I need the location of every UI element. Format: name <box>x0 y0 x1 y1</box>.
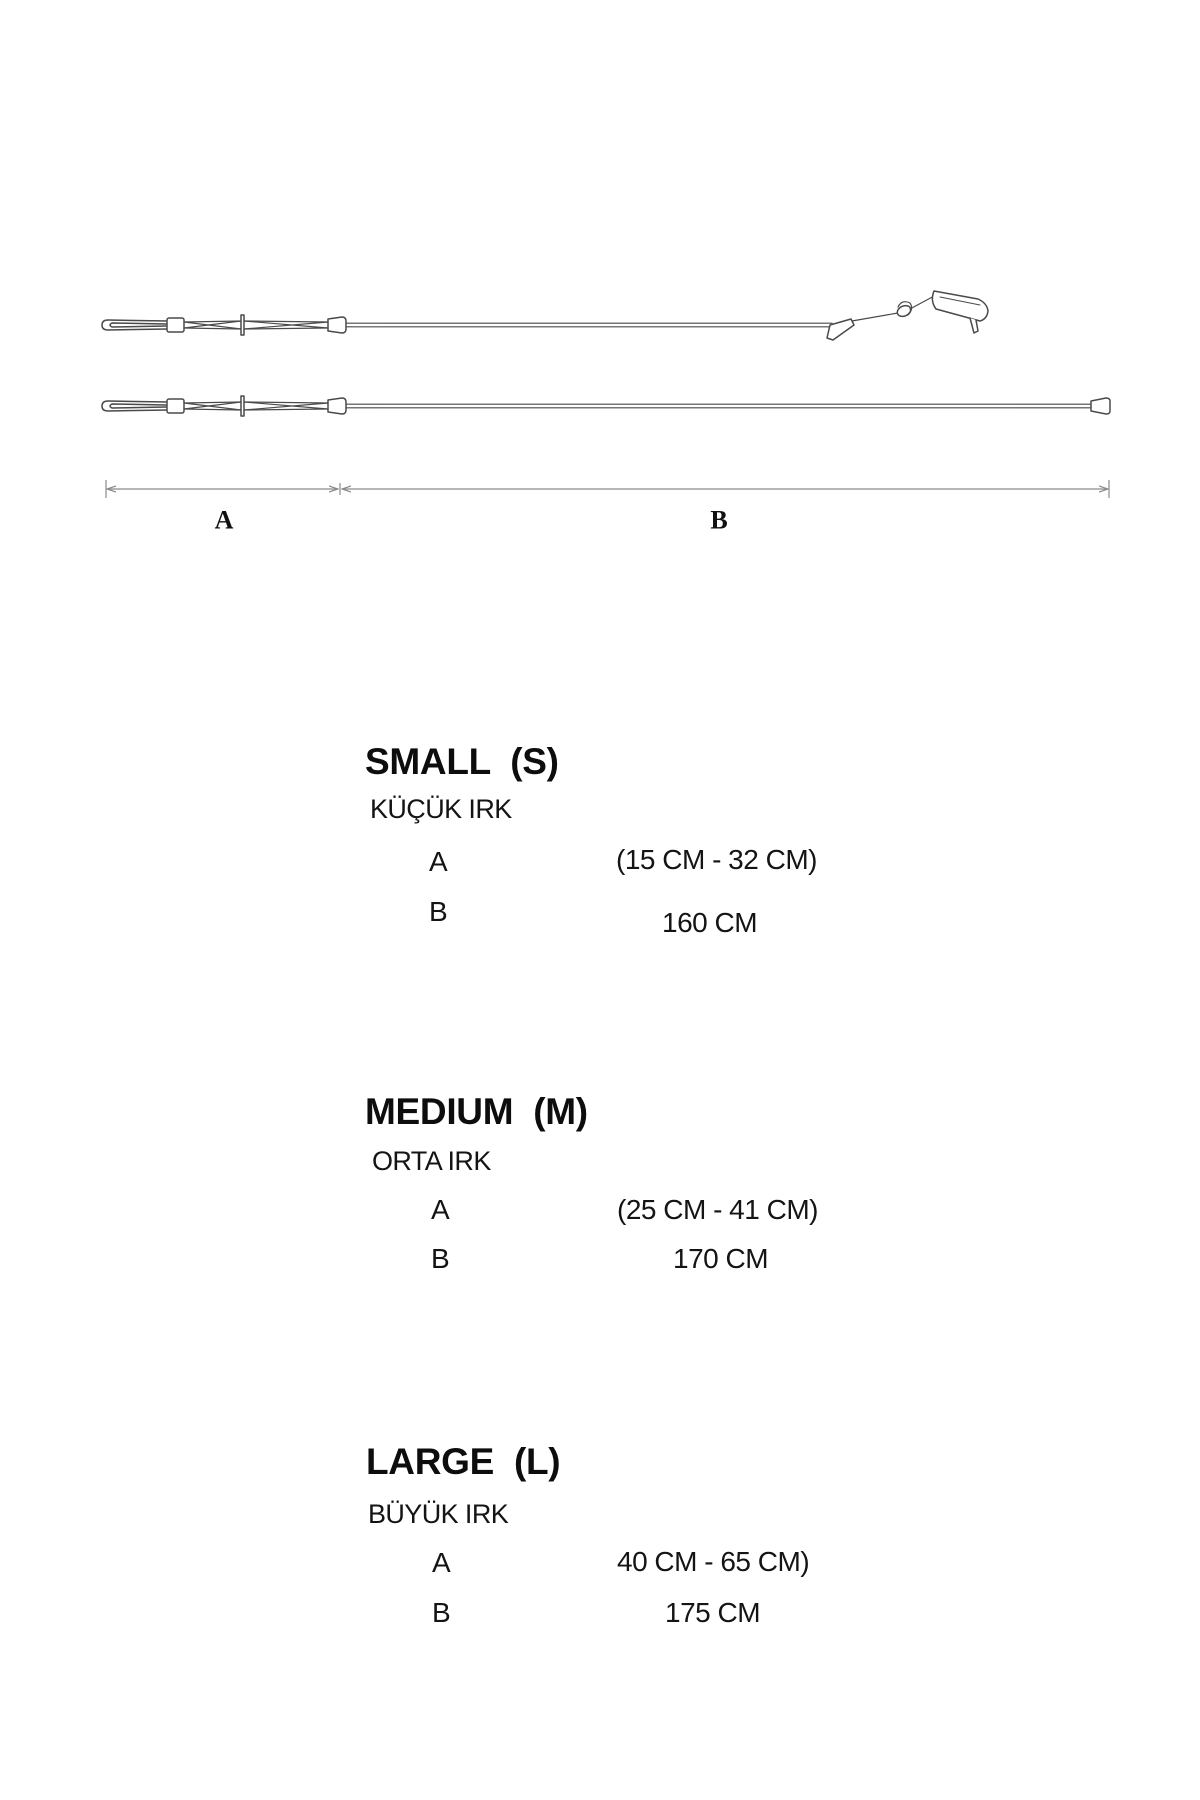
twisted-cord <box>244 402 328 410</box>
dimension-lines <box>106 480 1109 498</box>
stop-ring <box>241 315 244 335</box>
end-cap <box>1091 398 1110 414</box>
dimension-a-label: A <box>431 1194 450 1225</box>
size-subtitle: ORTA IRK <box>372 1146 491 1176</box>
dimension-label-b: B <box>710 505 728 535</box>
dimension-a-label: A <box>432 1547 451 1578</box>
twisted-cord <box>184 402 241 410</box>
dimension-a-label: A <box>429 846 448 877</box>
twisted-cord <box>184 321 241 329</box>
collar-loop <box>102 401 168 411</box>
size-subtitle: KÜÇÜK IRK <box>370 794 512 824</box>
leash-with-handle <box>102 291 988 340</box>
slide-clip <box>167 318 184 332</box>
dimension-b-label: B <box>432 1597 451 1628</box>
size-title: SMALL (S) <box>365 741 559 782</box>
dimension-b-value: 160 CM <box>662 907 758 938</box>
dimension-b-label: B <box>431 1243 450 1274</box>
collar-loop <box>102 320 168 330</box>
leash-cord <box>346 404 1091 408</box>
leash-with-end-cap <box>102 396 1110 416</box>
size-subtitle: BÜYÜK IRK <box>368 1499 509 1529</box>
size-title: LARGE (L) <box>366 1441 561 1482</box>
cord-stopper <box>328 317 346 333</box>
dimension-label-a: A <box>214 505 234 535</box>
knot <box>896 295 936 318</box>
handle-grip <box>932 291 988 333</box>
dimension-b-value: 175 CM <box>665 1597 761 1628</box>
cord-stopper <box>328 398 346 414</box>
size-title: MEDIUM (M) <box>365 1091 588 1132</box>
dimension-b-label: B <box>429 896 448 927</box>
twisted-cord <box>244 321 328 329</box>
dimension-a-value: (15 CM - 32 CM) <box>616 844 817 875</box>
handle-cord <box>852 313 898 321</box>
cord-tag <box>827 319 854 340</box>
leash-dimension-diagram <box>0 0 1200 600</box>
dimension-a-value: (25 CM - 41 CM) <box>617 1194 818 1225</box>
slide-clip <box>167 399 184 413</box>
dimension-b-value: 170 CM <box>673 1243 769 1274</box>
leash-cord <box>346 323 832 327</box>
stop-ring <box>241 396 244 416</box>
dimension-a-value: 40 CM - 65 CM) <box>617 1546 810 1577</box>
